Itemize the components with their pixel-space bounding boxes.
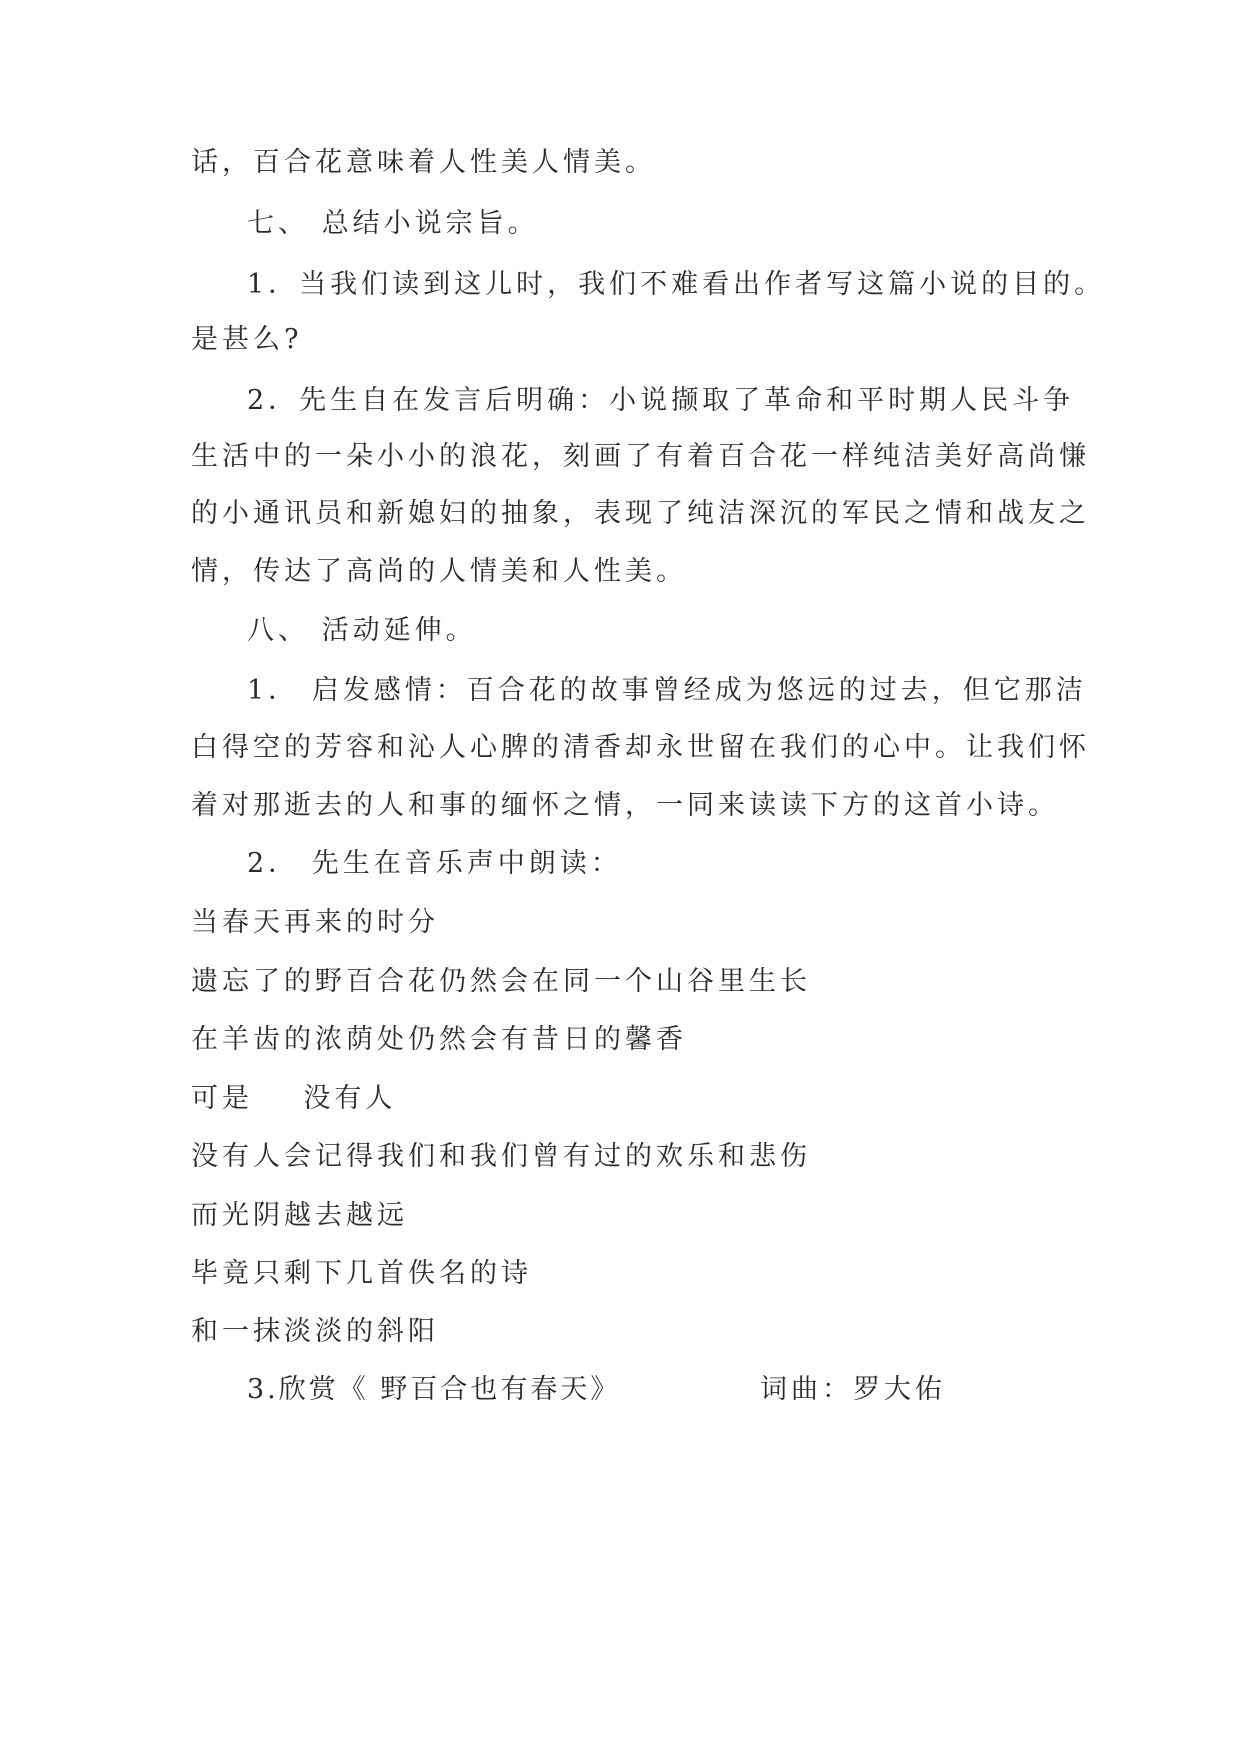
text-line: 2．先生自在发言后明确：小说撷取了革命和平时期人民斗争 (247, 385, 1075, 416)
text-line: 话，百合花意味着人性美人情美。 (191, 147, 656, 178)
poem-line: 而光阴越去越远 (191, 1200, 408, 1231)
text-line: 生活中的一朵小小的浪花，刻画了有着百合花一样纯洁美好高尚慊 (191, 441, 1090, 472)
song-line: 3.欣赏《 野百合也有春天》 (247, 1374, 621, 1405)
text-line: 是甚么? (191, 324, 303, 355)
section-heading: 七、 总结小说宗旨。 (247, 208, 539, 239)
poem-line: 和一抹淡淡的斜阳 (191, 1316, 439, 1347)
text-line: 白得空的芳容和沁人心脾的清香却永世留在我们的心中。让我们怀 (191, 732, 1090, 763)
poem-line: 当春天再来的时分 (191, 907, 439, 938)
poem-line: 毕竟只剩下几首佚名的诗 (191, 1258, 532, 1289)
text-line: 着对那逝去的人和事的缅怀之情，一同来读读下方的这首小诗。 (191, 790, 1059, 821)
poem-line: 可是 没有人 (191, 1083, 397, 1114)
song-credit: 词曲：罗大佑 (760, 1374, 946, 1405)
poem-line: 遗忘了的野百合花仍然会在同一个山谷里生长 (191, 966, 811, 997)
text-line: 2． 先生在音乐声中朗读： (247, 848, 622, 879)
poem-line: 没有人会记得我们和我们曾有过的欢乐和悲伤 (191, 1141, 811, 1172)
poem-line: 在羊齿的浓荫处仍然会有昔日的馨香 (191, 1024, 687, 1055)
text-line: 情，传达了高尚的人情美和人性美。 (191, 556, 687, 587)
text-line: 1．当我们读到这儿时，我们不难看出作者写这篇小说的目的。 (247, 269, 1106, 300)
section-heading: 八、 活动延伸。 (247, 615, 477, 646)
text-line: 的小通讯员和新媳妇的抽象，表现了纯洁深沉的军民之情和战友之 (191, 498, 1090, 529)
text-line: 1． 启发感情：百合花的故事曾经成为悠远的过去，但它那洁 (247, 675, 1087, 706)
